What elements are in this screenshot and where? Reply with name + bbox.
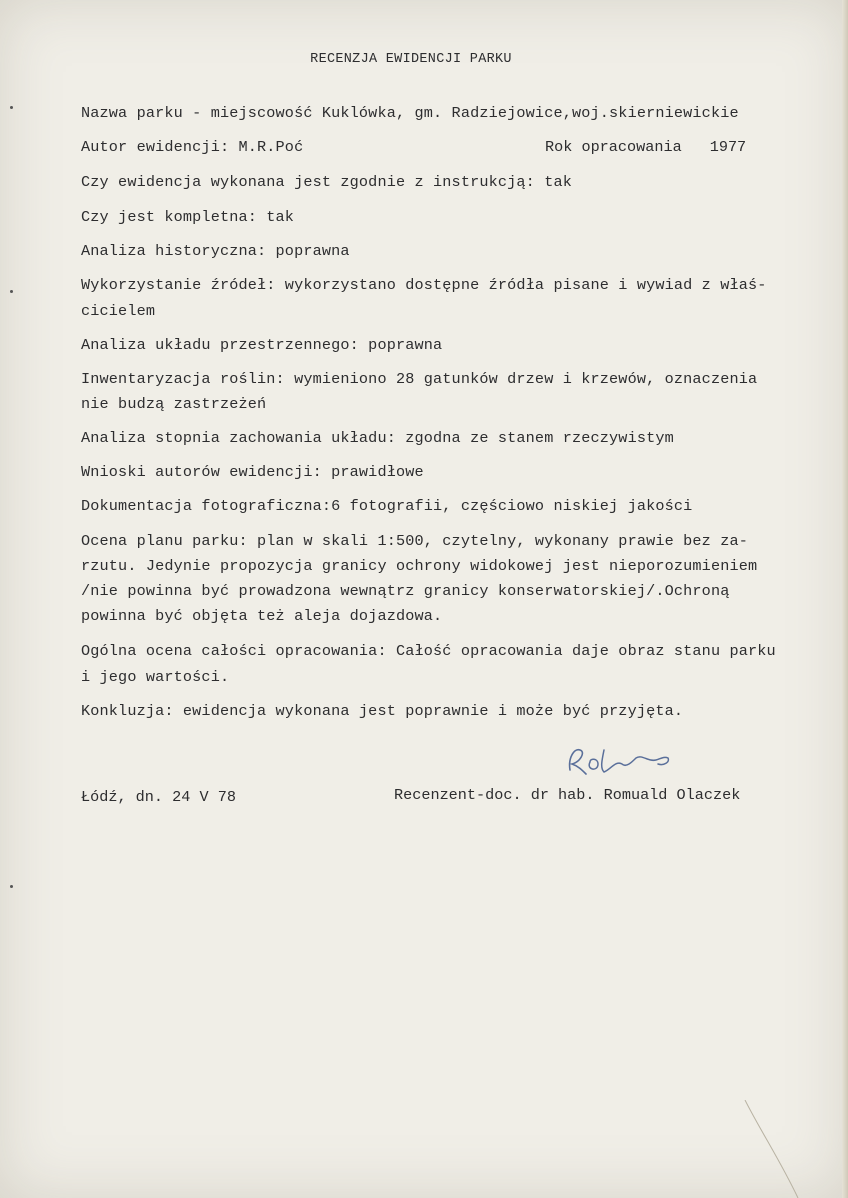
year-label: Rok opracowania — [545, 138, 682, 156]
punch-mark — [10, 290, 13, 293]
punch-mark — [10, 885, 13, 888]
line-plant-inventory-cont: nie budzą zastrzeżeń — [81, 395, 267, 413]
line-plan-assessment: Ocena planu parku: plan w skali 1:500, czytelny, wykonany prawie bez za- — [81, 532, 749, 550]
line-plan-assessment-3: /nie powinna być prowadzona wewnątrz granicy konserwatorskiej/.Ochroną — [81, 582, 730, 600]
line-overall-assessment: Ogólna ocena całości opracowania: Całość opracowania daje obraz stanu parku — [81, 642, 776, 660]
line-overall-assessment-cont: i jego wartości. — [81, 668, 230, 686]
line-plan-assessment-4: powinna być objęta też aleja dojazdowa. — [81, 607, 443, 625]
line-park-name: Nazwa parku - miejscowość Kuklówka, gm. Radziejowice,woj.skierniewickie — [81, 104, 739, 122]
line-instruction-compliance: Czy ewidencja wykonana jest zgodnie z instrukcją: tak — [81, 173, 572, 191]
line-sources-cont: cicielem — [81, 302, 156, 320]
paper-fold-mark — [740, 1100, 800, 1198]
line-spatial-analysis: Analiza układu przestrzennego: poprawna — [81, 336, 443, 354]
year-field — [545, 138, 746, 156]
line-sources: Wykorzystanie źródeł: wykorzystano dostępne źródła pisane i wywiad z właś- — [81, 276, 767, 294]
place-and-date: Łódź, dn. 24 V 78 — [81, 788, 236, 806]
line-conclusions: Wnioski autorów ewidencji: prawidłowe — [81, 463, 424, 481]
line-preservation-analysis: Analiza stopnia zachowania układu: zgodna ze stanem rzeczywistym — [81, 429, 674, 447]
reviewer-name: Recenzent-doc. dr hab. Romuald Olaczek — [394, 786, 741, 804]
handwritten-signature — [560, 740, 690, 790]
line-completeness: Czy jest kompletna: tak — [81, 208, 295, 226]
line-photo-documentation: Dokumentacja fotograficzna:6 fotografii, częściowo niskiej jakości — [81, 497, 693, 515]
line-author: Autor ewidencji: M.R.Poć — [81, 138, 304, 156]
punch-mark — [10, 106, 13, 109]
line-conclusion: Konkluzja: ewidencja wykonana jest poprawnie i może być przyjęta. — [81, 702, 684, 720]
line-plan-assessment-2: rzutu. Jedynie propozycja granicy ochrony widokowej jest nieporozumieniem — [81, 557, 758, 575]
line-historical-analysis: Analiza historyczna: poprawna — [81, 242, 350, 260]
page-edge — [842, 0, 848, 1198]
line-plant-inventory: Inwentaryzacja roślin: wymieniono 28 gatunków drzew i krzewów, oznaczenia — [81, 370, 758, 388]
year-value: 1977 — [709, 138, 747, 156]
document-title: RECENZJA EWIDENCJI PARKU — [310, 52, 512, 67]
